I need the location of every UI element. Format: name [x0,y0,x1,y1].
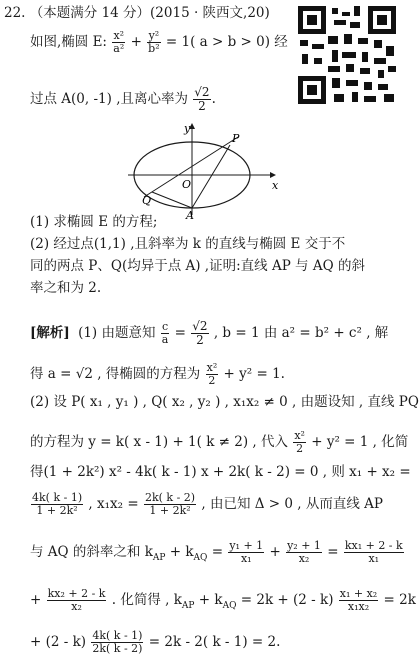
frac-final: $\frac{4k( k - 1)}{2k( k - 2)}$ [92,629,143,656]
frac-product-roots: $\frac{2k( k - 2)}{\text{1 + 2k²}}$ [144,491,196,518]
x-axis-arrow [270,172,276,178]
frac-kx1: $\frac{\text{kx₁ + 2 - k}}{\text{x₁}}$ [344,539,403,566]
frac-slope-aq: $\frac{\text{y₂ + 1}}{\text{x₂}}$ [287,539,321,566]
solution-line-6: $\frac{4k( k - 1)}{\text{1 + 2k²}}$ , x₁x₂ = $\frac{2k( k - 2)}{\text{1 + 2k²}}$ , 由已知 Δ > 0 , 从而直线 AP [32,491,383,518]
solution-line-2: 得 a = √2 , 得椭圆的方程为 $\frac{\text{x²}}{2}$ + y² = 1. [30,361,285,388]
frac-sqrt2-2: $\frac{√2}{2}$ [194,85,210,114]
label-a: A [186,209,194,222]
label-x: x [272,179,279,192]
intro-text: 如图,椭圆 E: [30,34,107,51]
frac-x2-2-sub: $\frac{\text{x²}}{2}$ [294,429,305,456]
frac-kx2: $\frac{\text{kx₂ + 2 - k}}{\text{x₂}}$ [47,587,106,614]
frac-sum-over-product: $\frac{\text{x₁ + x₂}}{\text{x₁x₂}}$ [339,587,378,614]
solution-line-1: [解析] (1) 由题意知 $\frac{c}{a}$ = $\frac{√2}{2}$ , b = 1 由 a² = b² + c² , 解 [30,319,389,348]
solution-line-5: 得(1 + 2k²) x² - 4k( k - 1) x + 2k( k - 2) = 0 , 则 x₁ + x₂ = [30,464,411,480]
solution-line-8: + $\frac{\text{kx₂ + 2 - k}}{\text{x₂}}$ . 化简得 , $k_{AP} + k_{AQ} = 2k + (2 - k)$ $\frac{\text{x₁ + x₂}}{\text{x₁x₂}}$ = 2k [30,587,416,614]
line2-text: 过点 A(0, -1) ,且离心率为 [30,91,188,108]
frac-x2-2: $\frac{\text{x²}}{2}$ [206,361,218,388]
question-2-line-1: (2) 经过点(1,1) ,且斜率为 k 的直线与椭圆 E 交于不 [30,236,346,252]
problem-line-1 [30,30,288,55]
qr-code-image [298,6,396,104]
label-p: P [232,132,240,145]
label-y: y [184,122,191,135]
analysis-tag: [解析] [30,325,70,342]
ellipse-condition: = 1( a > b > 0) 经 [165,34,288,51]
frac-y2-b2: $\frac{\text{y²}}{\text{b²}}$ [148,29,160,56]
problem-header [4,7,270,21]
label-o: O [182,178,192,191]
question-1: (1) 求椭圆 E 的方程; [30,214,158,230]
question-2-line-3: 率之和为 2. [30,280,102,296]
frac-c-a: $\frac{c}{a}$ [161,320,169,347]
frac-x2-a2: $\frac{\text{x²}}{\text{a²}}$ [113,29,125,56]
frac-sqrt2-2-sol: $\frac{√2}{2}$ [192,319,208,348]
ellipse-figure [120,120,280,220]
question-2-line-2: 同的两点 P、Q(均异于点 A) ,证明:直线 AP 与 AQ 的斜 [30,258,365,274]
problem-line-2: 过点 A(0, -1) ,且离心率为 $\frac{√2}{2}$ . [30,85,216,114]
problem-number: 22. [4,5,26,21]
solution-line-4: 的方程为 y = k( x - 1) + 1( k ≠ 2) , 代入 $\frac{\text{x²}}{2}$ + y² = 1 , 化简 [30,429,409,456]
solution-line-7: 与 AQ 的斜率之和 $k_{AP} + k_{AQ}$ = $\frac{\text{y₁ + 1}}{\text{x₁}}$ + $\frac{\text{y₂ + 1}}{\text{x₂}}$ = $\frac{\text{kx₁ + 2 - k}}{\text{x₁}}$ [30,539,403,566]
frac-sum-roots: $\frac{4k( k - 1)}{\text{1 + 2k²}}$ [32,491,83,518]
problem-source: （本题满分 14 分）(2015 · 陕西文,20) [29,5,270,21]
frac-slope-ap: $\frac{\text{y₁ + 1}}{\text{x₁}}$ [229,539,264,566]
solution-line-9: + (2 - k) $\frac{4k( k - 1)}{2k( k - 2)}$ = 2k - 2( k - 1) = 2. [30,629,281,656]
solution-line-3: (2) 设 P( x₁ , y₁ ) , Q( x₂ , y₂ ) , x₁x₂ ≠ 0 , 由题设知 , 直线 PQ [30,394,419,410]
label-q: Q [142,194,152,207]
plus-sign: + [130,34,142,51]
